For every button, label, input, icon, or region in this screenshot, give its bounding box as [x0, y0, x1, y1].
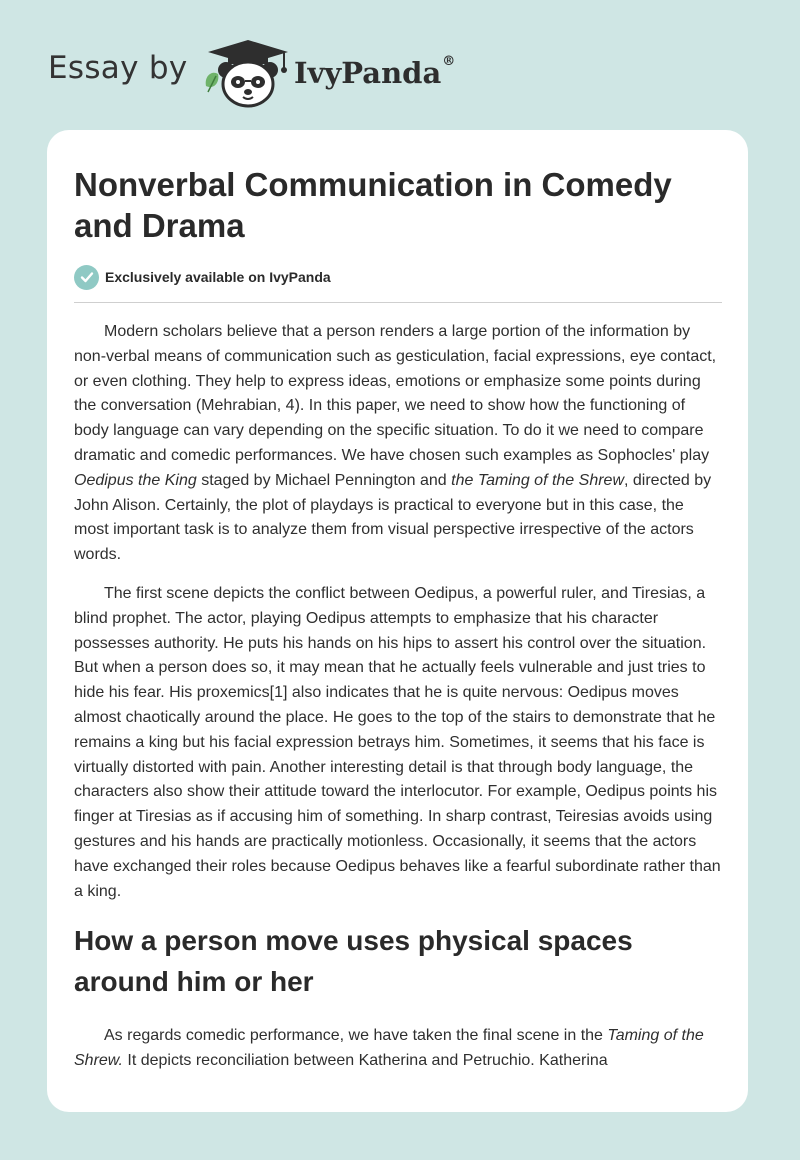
panda-logo-icon[interactable]	[200, 34, 296, 110]
brand-text: IvyPanda	[294, 56, 442, 90]
p3-text-a: As regards comedic performance, we have taken the final scene in the	[104, 1027, 608, 1045]
divider	[74, 302, 722, 303]
paragraph-2: The first scene depicts the conflict between Oedipus, a powerful ruler, and Tiresias, a blind prophet. The actor, playing Oedipus attempts to emphasize that his character possesses authority. He puts his hands on his hips to assert his control over the situation. But when a person does so, it may mean that he actually feels vulnerable and just tries to hide his fear. His proxemics[1] also indicates that he is quite nervous: Oedipus moves almost chaotically around the place. He goes to the top of the stairs to demonstrate that he remains a king but his facial expression betrays him. Sometimes, it seems that his face is virtually distorted with pain. Another interesting detail is that through body language, the characters also show their attitude toward the interlocutor. For example, Oedipus points his finger at Tiresias as if accusing him of something. In sharp contrast, Teiresias avoids using gestures and his hands are practically motionless. Occasionally, it seems that the actors have exchanged their roles because Oedipus behaves like a fearful subordinate rather than a king.	[74, 584, 721, 900]
article-body	[74, 320, 722, 1088]
site-header	[0, 0, 800, 130]
badge-label: Exclusively available on IvyPanda	[105, 269, 331, 285]
p1-text-e: , directed by John Alison. Certainly, the plot of playdays is practical to everyone but in this case, the most important task is to analyze them from visual perspective irrespective of the actors words.	[74, 471, 712, 564]
section-heading: How a person move uses physical spaces around him or her	[74, 925, 633, 998]
p1-text-c: staged by Michael Pennington and	[196, 471, 452, 489]
paragraph-1	[74, 320, 722, 568]
essay-by-label: Essay by	[48, 50, 188, 86]
play-title-oedipus: Oedipus the King	[74, 471, 197, 489]
check-icon	[74, 265, 99, 290]
page-title: Nonverbal Communication in Comedy and Drama	[74, 166, 672, 244]
brand-name[interactable]	[294, 56, 455, 90]
play-title-shrew-2: Taming of the Shrew.	[74, 1027, 704, 1070]
paragraph-3	[74, 1024, 722, 1074]
p3-text-c: It depicts reconciliation between Katherina and Petruchio. Katherina	[122, 1052, 608, 1070]
play-title-shrew: the Taming of the Shrew	[451, 471, 624, 489]
registered-mark: ®	[442, 54, 456, 69]
exclusive-badge	[74, 264, 331, 290]
p1-text-a: Modern scholars believe that a person renders a large portion of the information by non-verbal means of communication such as gesticulation, facial expressions, eye contact, or even clothing. They help to express ideas, emotions or emphasize some points during the conversation (Mehrabian, 4). In this paper, we need to show how the functioning of body language can vary depending on the specific situation. To do it we need to compare dramatic and comedic performances. We have chosen such examples as Sophocles' play	[74, 323, 717, 464]
essay-card	[47, 130, 748, 1112]
